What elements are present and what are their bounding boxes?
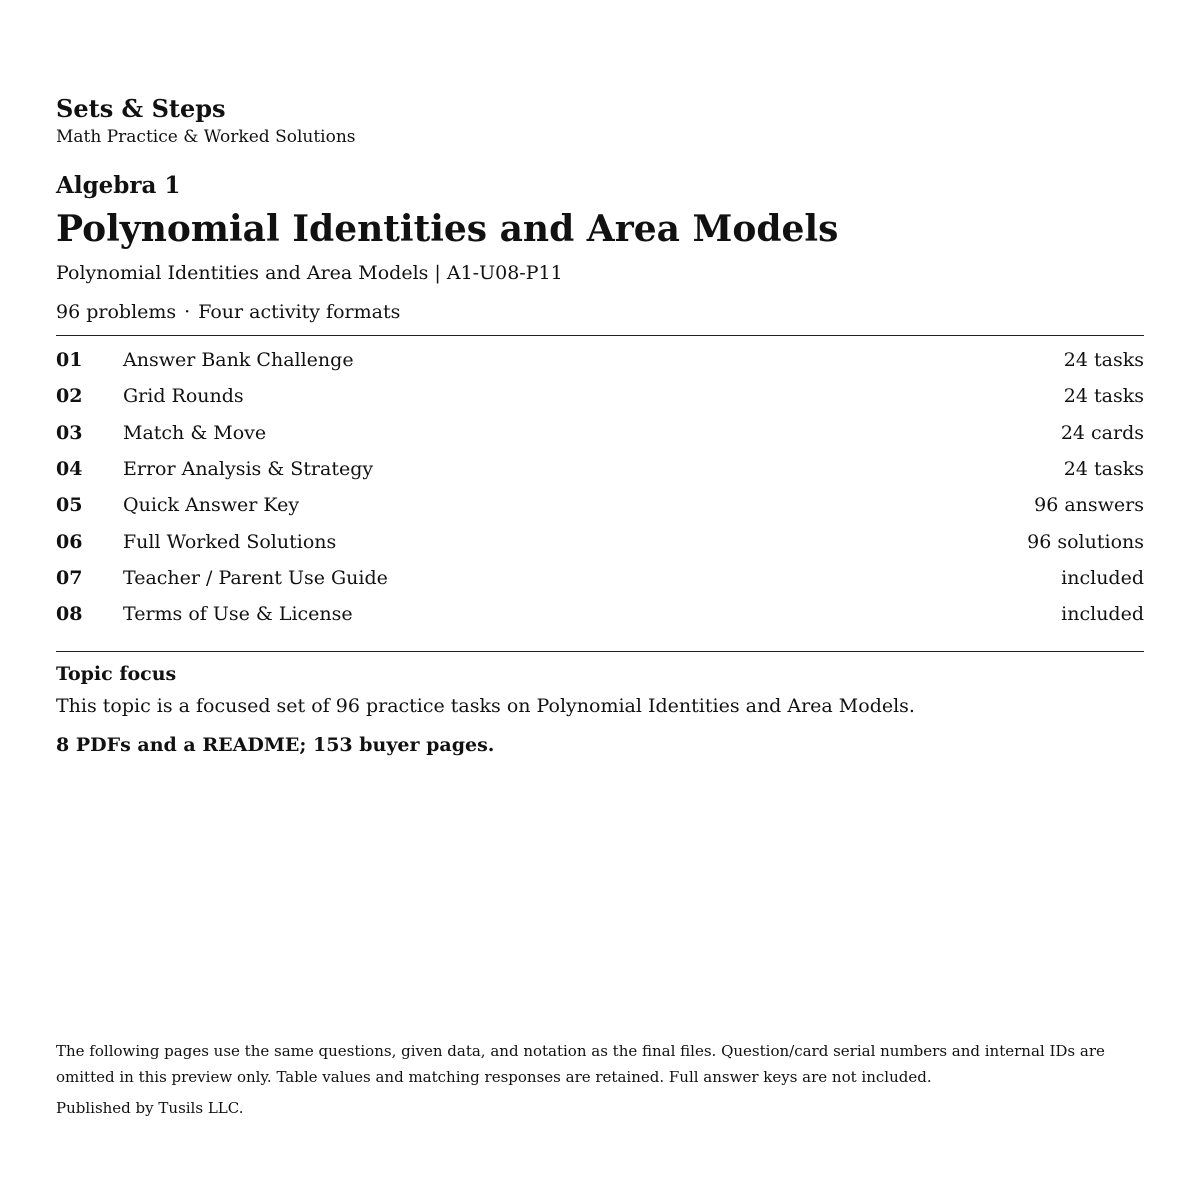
contents-count: included [1061, 603, 1144, 626]
divider-bottom [56, 651, 1144, 652]
contents-label: Grid Rounds [123, 385, 244, 408]
contents-row [56, 523, 1144, 559]
contents-count: 24 cards [1060, 421, 1144, 444]
product-code-line: Polynomial Identities and Area Models | A1-U08-P11 [56, 262, 563, 284]
brand-tagline: Math Practice & Worked Solutions [56, 127, 356, 147]
contents-label: Teacher / Parent Use Guide [123, 566, 388, 589]
topic-focus-files: 8 PDFs and a README; 153 buyer pages. [56, 734, 495, 756]
preview-disclaimer: The following pages use the same questions, given data, and notation as the final files. Question/card serial numbers and internal IDs are omitted in this preview only. Table values and matching responses are retained. Full answer keys are not included. [56, 1042, 1105, 1086]
contents-count: included [1061, 566, 1144, 589]
summary-separator: · [184, 301, 191, 323]
contents-number: 07 [56, 566, 83, 589]
contents-label: Terms of Use & License [123, 603, 353, 626]
contents-row [56, 378, 1144, 414]
page-title: Polynomial Identities and Area Models [56, 208, 839, 250]
contents-number: 03 [56, 421, 83, 444]
contents-row [56, 487, 1144, 523]
contents-label: Full Worked Solutions [123, 530, 337, 553]
brand-name: Sets & Steps [56, 94, 226, 123]
topic-focus-heading: Topic focus [56, 663, 177, 685]
contents-list [56, 342, 1144, 632]
contents-number: 08 [56, 603, 83, 626]
contents-number: 02 [56, 385, 83, 408]
contents-number: 04 [56, 458, 83, 481]
contents-label: Answer Bank Challenge [123, 349, 354, 372]
contents-count: 96 answers [1034, 494, 1144, 517]
subject-heading: Algebra 1 [56, 172, 181, 199]
contents-number: 01 [56, 349, 83, 372]
contents-row [56, 560, 1144, 596]
contents-label: Match & Move [123, 421, 267, 444]
format-count: Four activity formats [198, 301, 401, 323]
problem-count: 96 problems [56, 301, 177, 323]
divider-top [56, 335, 1144, 336]
product-preview-page [56, 0, 1144, 1200]
publisher-line: Published by Tusils LLC. [56, 1099, 244, 1117]
topic-focus-text: This topic is a focused set of 96 practice tasks on Polynomial Identities and Area Models. [56, 695, 915, 717]
contents-label: Quick Answer Key [123, 494, 300, 517]
contents-count: 96 solutions [1027, 530, 1144, 553]
contents-row [56, 415, 1144, 451]
contents-count: 24 tasks [1063, 385, 1144, 408]
contents-count: 24 tasks [1063, 349, 1144, 372]
contents-row [56, 342, 1144, 378]
contents-row [56, 451, 1144, 487]
contents-count: 24 tasks [1063, 458, 1144, 481]
contents-number: 05 [56, 494, 83, 517]
contents-number: 06 [56, 530, 83, 553]
contents-label: Error Analysis & Strategy [123, 458, 374, 481]
contents-row [56, 596, 1144, 632]
summary-line [56, 300, 400, 324]
